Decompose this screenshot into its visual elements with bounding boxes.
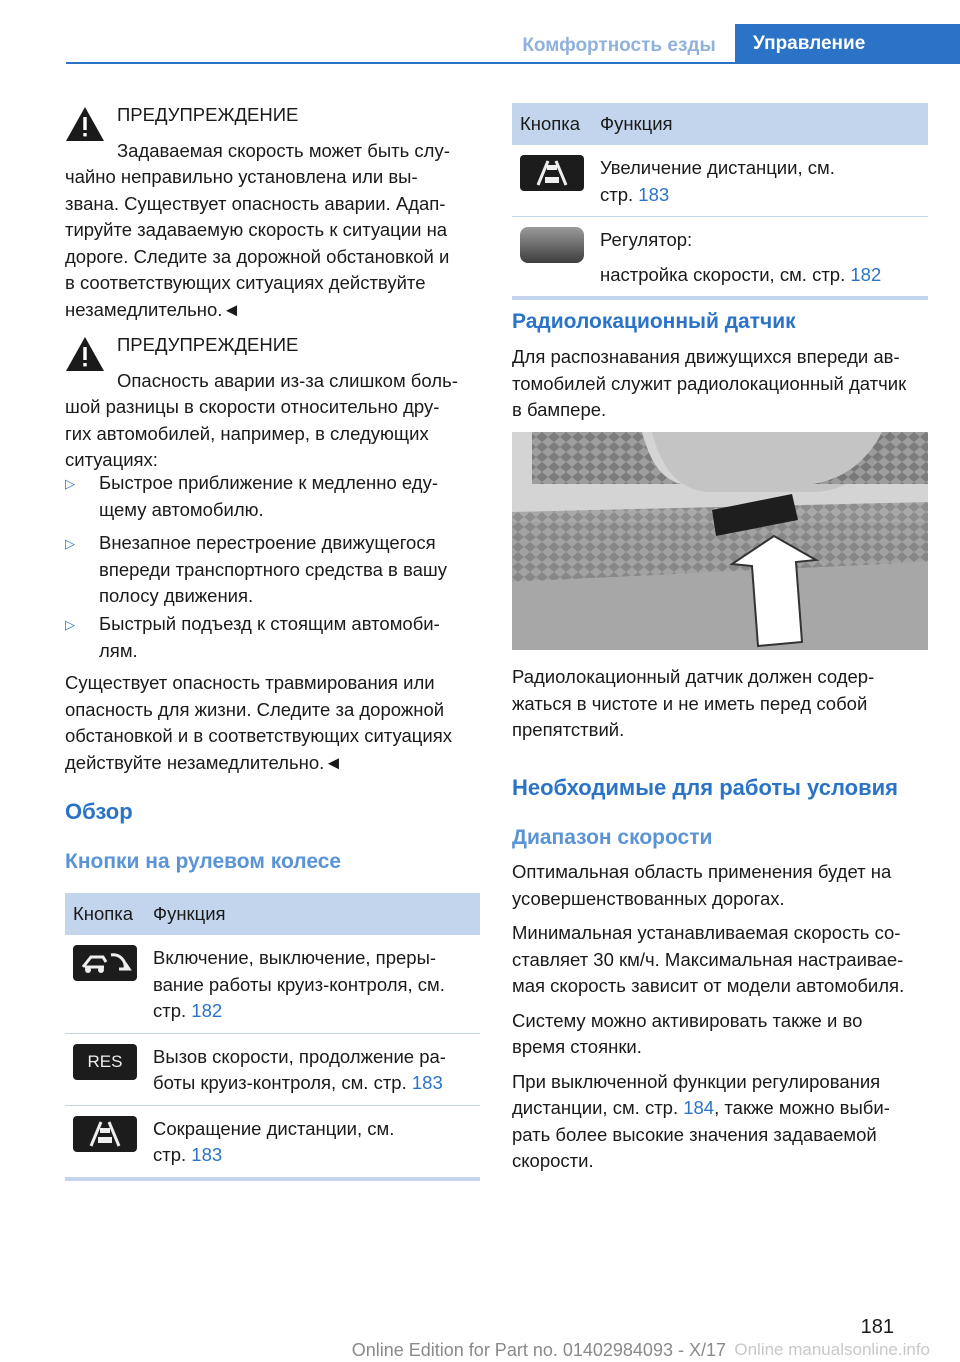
- table-cell-icon: [65, 1105, 145, 1179]
- text-line: незамедлительно.◄: [65, 298, 241, 320]
- res-label: RES: [87, 1051, 123, 1071]
- text-line: [153, 1070, 472, 1097]
- table-cell-icon: [65, 1033, 145, 1105]
- table-row: [512, 145, 928, 217]
- text-line: При выключенной функции регулирования: [512, 1070, 881, 1092]
- text-line: томобилей служит радиолокационный датчик: [512, 372, 907, 394]
- photo-caption: [512, 664, 932, 744]
- text-line: в бампере.: [512, 399, 607, 420]
- text-line: Минимальная устанавливаемая скорость со-: [512, 922, 901, 943]
- text-line: в соответствующих ситуациях действуйте: [65, 272, 426, 293]
- text-line: ситуациях:: [65, 449, 158, 470]
- text-line: Радиолокационный датчик должен содер-: [512, 666, 875, 687]
- warning-text-line: Опасность аварии из-за слишком боль-: [117, 370, 458, 391]
- text-line: дороге. Следите за дорожной обстановкой и: [65, 245, 450, 267]
- text-line: действуйте незамедлительно.◄: [65, 751, 343, 773]
- text-line: вание работы круиз-контроля, см.: [153, 973, 445, 995]
- text-line: впереди транспортного средства в вашу: [99, 558, 447, 580]
- text-line: Регулятор:: [600, 229, 693, 250]
- text-line: Внезапное перестроение движущегося: [99, 532, 436, 553]
- table-cell-function: [145, 1105, 480, 1179]
- steering-buttons-table: [65, 893, 480, 1181]
- ref-prefix: стр.: [600, 183, 639, 205]
- text-line: лям.: [99, 639, 138, 661]
- radar-sensor-photo: [512, 432, 928, 650]
- table-row: [512, 217, 928, 299]
- speed-range-text: [512, 859, 942, 1175]
- page-number: 181: [860, 1316, 894, 1338]
- edition-note: Online Edition for Part no. 01402984093 - X/17: [351, 1340, 726, 1360]
- table-header-button: Кнопка: [65, 893, 145, 935]
- ref-prefix: стр.: [153, 1144, 192, 1165]
- heading-operating-conditions: Необходимые для работы условия: [512, 775, 898, 800]
- text-line: Увеличение дистанции, см.: [600, 157, 835, 178]
- text-line: [153, 1142, 472, 1169]
- table-cell-function: [145, 935, 480, 1033]
- page-ref-link[interactable]: 184: [683, 1097, 715, 1118]
- table-cell-function: [145, 1033, 480, 1105]
- heading-radar-sensor: Радиолокационный датчик: [512, 310, 796, 333]
- table-header-row: [65, 893, 480, 935]
- ref-prefix: настройка скорости, см. стр.: [600, 263, 851, 285]
- distance-increase-icon: [520, 155, 584, 191]
- table-cell-function: [592, 217, 928, 299]
- table-header-function: Функция: [592, 103, 928, 145]
- warning-text-line: Задаваемая скорость может быть слу-: [117, 140, 450, 161]
- text-line: жаться в чистоте и не иметь перед собой: [512, 692, 868, 714]
- text-line: [600, 182, 920, 209]
- text-line: звана. Существует опасность аварии. Адап-: [65, 192, 446, 214]
- table-row: [65, 1105, 480, 1179]
- text-line: Быстрый подъезд к стоящим автомоби-: [99, 613, 440, 634]
- warning-closing: [65, 670, 485, 776]
- page-ref-link[interactable]: 183: [638, 183, 670, 205]
- ref-prefix: стр.: [153, 1000, 192, 1021]
- cruise-control-icon: [73, 945, 137, 981]
- warning-triangle-icon: [65, 336, 105, 372]
- text-line: [512, 1095, 942, 1122]
- text-line: опасность для жизни. Следите за дорожной: [65, 698, 445, 720]
- text-line: Для распознавания движущихся впереди ав-: [512, 346, 900, 367]
- text-line: усовершенствованных дорогах.: [512, 887, 785, 909]
- ref-suffix: , также можно выби-: [714, 1097, 890, 1118]
- heading-overview: Обзор: [65, 799, 133, 824]
- text-line: Существует опасность травмирования или: [65, 672, 435, 693]
- distance-decrease-icon: [73, 1116, 137, 1152]
- text-line: полосу движения.: [99, 585, 254, 606]
- header-prev-section[interactable]: Комфортность езды: [522, 35, 716, 56]
- text-line: рать более высокие значения задаваемой: [512, 1123, 877, 1145]
- table-row: [65, 935, 480, 1033]
- warning-title: ПРЕДУПРЕЖДЕНИЕ: [117, 334, 299, 355]
- warning-body: [65, 164, 485, 323]
- warning-body: [65, 394, 485, 474]
- text-line: Сокращение дистанции, см.: [153, 1117, 395, 1139]
- bullet-triangle-icon: ▷: [65, 617, 75, 632]
- rocker-switch-icon: [520, 227, 584, 263]
- text-line: ставляет 30 км/ч. Максимальная настраивае-: [512, 948, 904, 970]
- table-header-row: [512, 103, 928, 145]
- header-current-section[interactable]: Управление: [735, 24, 960, 64]
- table-header-button: Кнопка: [512, 103, 592, 145]
- text-line: гих автомобилей, например, в следующих: [65, 422, 429, 444]
- text-line: Вызов скорости, продолжение ра-: [153, 1045, 446, 1067]
- text-line: препятствий.: [512, 719, 625, 740]
- text-line: скорости.: [512, 1150, 594, 1171]
- text-line: [153, 998, 472, 1025]
- table-cell-icon: [512, 145, 592, 217]
- text-line: Систему можно активировать также и во: [512, 1009, 863, 1031]
- res-button-icon: [73, 1044, 137, 1080]
- ref-prefix: дистанции, см. стр.: [512, 1097, 684, 1118]
- bullet-triangle-icon: ▷: [65, 536, 75, 551]
- radar-text: [512, 344, 932, 424]
- warning-triangle-icon: [65, 106, 105, 142]
- page-ref-link[interactable]: 183: [411, 1072, 443, 1093]
- table-cell-icon: [512, 217, 592, 299]
- text-line: время стоянки.: [512, 1036, 642, 1057]
- ref-prefix: боты круиз-контроля, см. стр.: [153, 1072, 412, 1093]
- bullet-triangle-icon: ▷: [65, 476, 75, 491]
- table-row: [65, 1033, 480, 1105]
- heading-steering-buttons: Кнопки на рулевом колесе: [65, 850, 342, 873]
- page-ref-link[interactable]: 183: [191, 1144, 223, 1165]
- text-line: [600, 262, 920, 289]
- distance-buttons-table: [512, 103, 928, 300]
- table-header-function: Функция: [145, 893, 480, 935]
- header-rule: [66, 62, 960, 64]
- watermark-text: Online manualsonline.info: [734, 1340, 930, 1359]
- text-line: обстановкой и в соответствующих ситуациях: [65, 725, 452, 746]
- text-line: Быстрое приближение к медленно еду-: [99, 472, 439, 493]
- text-line: шой разницы в скорости относительно дру-: [65, 396, 440, 417]
- text-line: Оптимальная область применения будет на: [512, 861, 892, 882]
- text-line: Включение, выключение, преры-: [153, 947, 437, 968]
- page-ref-link[interactable]: 182: [191, 1000, 223, 1021]
- text-line: чайно неправильно установлена или вы-: [65, 166, 418, 187]
- table-cell-icon: [65, 935, 145, 1033]
- page-ref-link[interactable]: 182: [850, 263, 882, 285]
- text-line: щему автомобилю.: [99, 498, 264, 520]
- table-cell-function: [592, 145, 928, 217]
- heading-speed-range: Диапазон скорости: [512, 826, 713, 849]
- text-line: тируйте задаваемую скорость к ситуации на: [65, 219, 448, 240]
- text-line: мая скорость зависит от модели автомобиля.: [512, 975, 905, 996]
- warning-title: ПРЕДУПРЕЖДЕНИЕ: [117, 104, 299, 125]
